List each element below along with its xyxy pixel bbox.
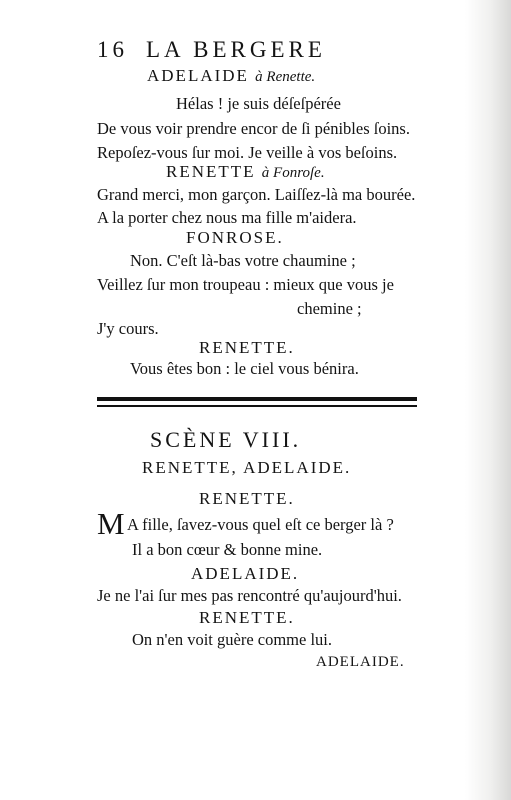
divider-thick xyxy=(97,397,417,401)
speaker-renette: RENETTE. xyxy=(199,489,295,508)
stage-direction: à Renette. xyxy=(255,69,316,85)
scene-heading: SCÈNE VIII. xyxy=(150,427,302,452)
verse-line: Non. C'eſt là-bas votre chaumine ; xyxy=(130,251,356,270)
page-edge-shadow xyxy=(465,0,511,800)
verse-line: Hélas ! je suis déſeſpérée xyxy=(176,94,341,113)
divider-thin xyxy=(97,405,417,407)
speaker-renette: RENETTE. xyxy=(199,338,295,357)
verse-line: J'y cours. xyxy=(97,319,159,338)
speaker-adelaide: ADELAIDE. xyxy=(316,654,405,670)
scene-characters: RENETTE, ADELAIDE. xyxy=(142,458,352,477)
verse-line: Il a bon cœur & bonne mine. xyxy=(132,540,323,559)
verse-line: De vous voir prendre encor de ſi pénibles ſoins. xyxy=(97,119,410,138)
verse-line: A fille, ſavez-vous quel eſt ce berger là ? xyxy=(127,515,394,534)
drop-capital: M xyxy=(97,506,125,541)
speaker-adelaide: ADELAIDE. xyxy=(191,564,300,583)
speaker-name: ADELAIDE xyxy=(147,66,249,85)
page-number: 16 xyxy=(97,37,128,62)
speaker-fonrose: FONROSE. xyxy=(186,228,284,247)
verse-line: A la porter chez nous ma fille m'aidera. xyxy=(97,208,357,227)
verse-line: Repoſez-vous ſur moi. Je veille à vos beſoins. xyxy=(97,143,398,162)
verse-line: Vous êtes bon : le ciel vous bénira. xyxy=(130,359,359,378)
stage-direction: à Fonroſe. xyxy=(261,165,325,181)
speaker-name: RENETTE xyxy=(166,162,256,181)
speaker-renette: RENETTE. xyxy=(199,608,295,627)
verse-line: On n'en voit guère comme lui. xyxy=(132,630,333,649)
verse-line: chemine ; xyxy=(297,299,362,318)
verse-line: Grand merci, mon garçon. Laiſſez-là ma bourée. xyxy=(97,185,416,204)
verse-line: Veillez ſur mon troupeau : mieux que vous je xyxy=(97,275,394,294)
speaker-adelaide xyxy=(147,67,315,85)
verse-line: Je ne l'ai ſur mes pas rencontré qu'aujourd'hui. xyxy=(97,586,402,605)
speaker-renette xyxy=(166,163,325,181)
running-title: LA BERGERE xyxy=(146,37,326,62)
